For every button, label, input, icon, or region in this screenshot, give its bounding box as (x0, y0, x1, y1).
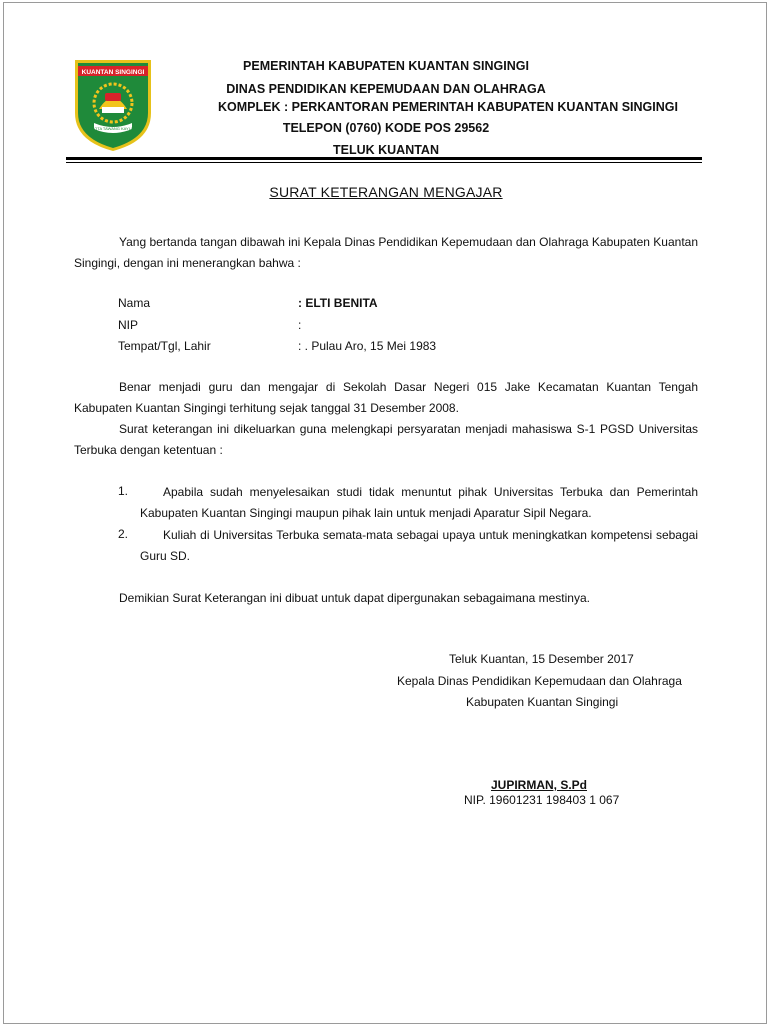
condition-number-2: 2. (118, 527, 129, 541)
letterhead-line-3: KOMPLEK : PERKANTORAN PEMERINTAH KABUPATEN KUANTAN SINGINGI (218, 100, 678, 114)
document-title: SURAT KETERANGAN MENGAJAR (269, 184, 503, 200)
opening-paragraph: Yang bertanda tangan dibawah ini Kepala Dinas Pendidikan Kepemudaan dan Olahraga Kabupaten Kuantan Singingi, dengan ini menerangkan bahwa : (74, 235, 698, 270)
signatory-nip: NIP. 19601231 198403 1 067 (464, 793, 620, 807)
letterhead-line-5: TELUK KUANTAN (332, 143, 439, 157)
field-label-birth: Tempat/Tgl, Lahir (118, 339, 211, 353)
field-label-name: Nama (118, 296, 151, 310)
logo-banner-text: KUANTAN SINGINGI (81, 69, 145, 76)
body-paragraph-1: Benar menjadi guru dan mengajar di Sekolah Dasar Negeri 015 Jake Kecamatan Kuantan Tengah Kabupaten Kuantan Singingi terhitung sejak tanggal 31 Desember 2008. (74, 380, 698, 415)
field-label-nip: NIP (118, 318, 139, 332)
signature-place-date: Teluk Kuantan, 15 Desember 2017 (449, 652, 634, 666)
letterhead-line-2: DINAS PENDIDIKAN KEPEMUDAAN DAN OLAHRAGA (226, 82, 546, 96)
closing-paragraph: Demikian Surat Keterangan ini dibuat untuk dapat dipergunakan sebagaimana mestinya. (119, 591, 590, 605)
condition-text-1: Apabila sudah menyelesaikan studi tidak menuntut pihak Universitas Terbuka dan Pemerintah Kabupaten Kuantan Singingi maupun pihak lain untuk menjadi Aparatur Sipil Negara. (140, 485, 698, 520)
field-value-birth: : . Pulau Aro, 15 Mei 1983 (298, 339, 437, 353)
condition-number-1: 1. (118, 484, 129, 498)
letterhead-line-4: TELEPON (0760) KODE POS 29562 (282, 121, 490, 135)
signatory-name: JUPIRMAN, S.Pd (491, 778, 588, 792)
field-value-nip: : (298, 318, 302, 332)
letterhead-rule-thick (66, 157, 702, 160)
field-value-name: : ELTI BENITA (298, 296, 378, 310)
body-paragraph-2: Surat keterangan ini dikeluarkan guna melengkapi persyaratan menjadi mahasiswa S-1 PGSD Universitas Terbuka dengan ketentuan : (74, 422, 698, 457)
letterhead-line-1: PEMERINTAH KABUPATEN KUANTAN SINGINGI (243, 59, 529, 73)
signature-position-line-1: Kepala Dinas Pendidikan Kepemudaan dan Olahraga (397, 674, 682, 688)
signature-position-line-2: Kabupaten Kuantan Singingi (466, 695, 619, 709)
condition-text-2: Kuliah di Universitas Terbuka semata-mata sebagai upaya untuk meningkatkan kompetensi sebagai Guru SD. (140, 528, 698, 563)
logo-ribbon-text: KOTA TAWANG KAYUH (91, 126, 135, 131)
letterhead-rule-thin (66, 162, 702, 163)
